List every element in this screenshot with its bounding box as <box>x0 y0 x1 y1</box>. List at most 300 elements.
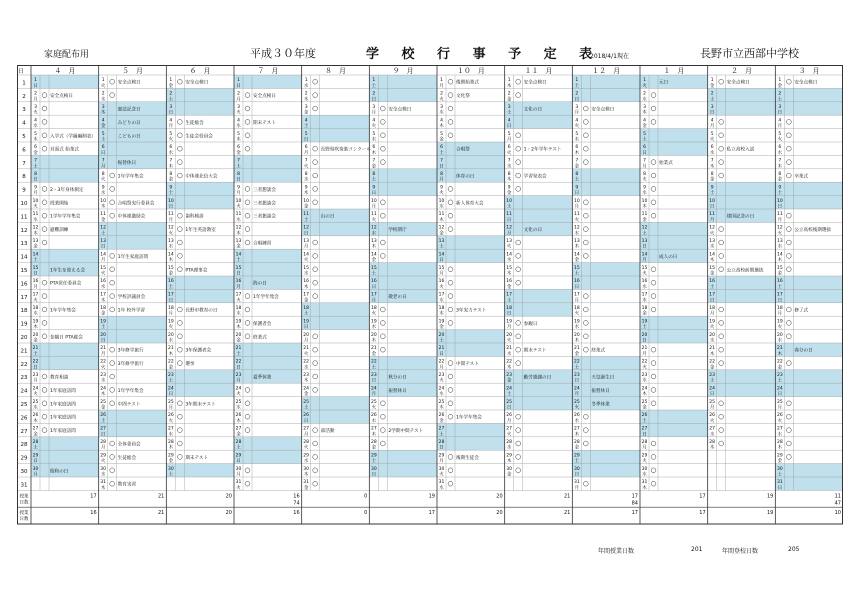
class-day-mark <box>719 321 724 326</box>
class-day-mark <box>42 120 47 125</box>
shaded-cell <box>369 464 437 477</box>
day-number: 4 <box>643 118 646 124</box>
class-day-mark <box>516 146 521 151</box>
day-number: 5 <box>101 131 105 137</box>
shaded-cell <box>234 343 302 356</box>
day-number: 30 <box>100 466 107 472</box>
weekday-char: 水 <box>303 177 309 183</box>
weekday-char: 火 <box>777 231 783 237</box>
weekday-char: 日 <box>439 351 444 357</box>
day-number: 28 <box>167 440 174 445</box>
weekday-char: 日 <box>506 124 512 130</box>
weekday-char: 木 <box>371 432 377 438</box>
class-day-mark <box>177 267 182 272</box>
class-day-mark <box>719 173 724 178</box>
day-number: 5 <box>304 131 308 137</box>
day-number: 4 <box>34 118 37 124</box>
day-number: 15 <box>776 265 783 271</box>
shaded-cell <box>234 75 302 88</box>
shaded-cell <box>505 115 573 128</box>
shaded-cell <box>640 129 708 142</box>
weekday-char: 火 <box>506 244 512 250</box>
day-number: 1 <box>710 78 714 84</box>
event-text: 建国記念の日 <box>726 214 755 220</box>
weekday-char: 火 <box>574 217 580 223</box>
class-day-mark <box>583 227 588 232</box>
weekday-char: 土 <box>371 271 377 277</box>
weekday-char: 土 <box>100 231 106 237</box>
weekday-char: 水 <box>100 97 106 103</box>
class-day-mark <box>651 187 656 192</box>
day-number: 14 <box>167 252 174 258</box>
class-day-mark <box>719 307 724 312</box>
day-number: 28 <box>303 440 310 445</box>
page-footer <box>0 545 859 565</box>
day-number: 18 <box>573 306 580 311</box>
event-text: 体育の日 <box>456 174 475 180</box>
weekday-char: 水 <box>168 150 174 156</box>
day-number: 14 <box>776 252 783 258</box>
class-day-mark <box>110 187 115 192</box>
event-text: 1年生家庭訪問 <box>117 254 149 260</box>
class-day-mark <box>177 133 182 138</box>
day-number: 1 <box>643 78 646 84</box>
month-header: ７ 月 <box>257 67 279 75</box>
weekday-char: 月 <box>439 271 444 277</box>
class-day-mark <box>110 280 115 285</box>
shaded-cell <box>302 410 370 423</box>
weekday-char: 土 <box>506 298 512 304</box>
weekday-char: 月 <box>236 191 241 197</box>
day-number: 9 <box>710 185 714 191</box>
weekday-char: 火 <box>506 432 512 438</box>
weekday-char: 木 <box>100 110 106 116</box>
day-number: 17 <box>438 292 445 298</box>
weekday-char: 木 <box>709 164 715 170</box>
class-day-mark <box>110 361 115 366</box>
weekday-char: 金 <box>777 271 783 277</box>
day-number: 8 <box>643 172 646 177</box>
day-number: 16 <box>641 279 648 285</box>
day-number: 3 <box>643 105 646 110</box>
weekday-char: 水 <box>439 298 444 304</box>
month-header: ２ 月 <box>731 67 752 75</box>
month-total: 19 <box>766 493 774 500</box>
month-total: 16 <box>293 510 300 517</box>
class-day-mark <box>651 267 656 272</box>
day-number: 6 <box>710 145 714 151</box>
row-number: 5 <box>22 134 26 140</box>
class-day-mark <box>313 428 318 433</box>
day-number: 20 <box>235 332 242 338</box>
day-number: 19 <box>235 319 242 325</box>
page-header <box>0 0 859 68</box>
day-number: 11 <box>370 212 377 218</box>
weekday-char: 水 <box>642 378 647 384</box>
month-total: 17 <box>631 510 638 517</box>
day-number: 13 <box>370 239 377 244</box>
day-number: 3 <box>101 105 105 110</box>
shaded-cell <box>640 330 708 343</box>
row-number: 9 <box>22 187 26 194</box>
day-number: 28 <box>235 440 242 445</box>
shaded-cell <box>31 155 99 168</box>
event-text: 1年学年集会 <box>253 295 279 301</box>
day-number: 3 <box>507 105 511 110</box>
day-number: 3 <box>710 105 714 110</box>
day-number: 22 <box>167 359 174 365</box>
day-number: 28 <box>709 440 716 445</box>
day-number: 26 <box>641 413 648 419</box>
day-number: 2 <box>507 91 511 97</box>
weekday-char: 水 <box>574 231 580 237</box>
class-day-mark <box>313 146 318 151</box>
class-day-mark <box>786 307 791 312</box>
day-number: 3 <box>169 105 173 110</box>
weekday-char: 木 <box>303 284 309 290</box>
day-number: 23 <box>303 373 310 378</box>
shaded-cell <box>505 196 573 209</box>
class-day-mark <box>448 93 453 98</box>
day-number: 24 <box>506 386 513 392</box>
class-day-mark <box>177 428 182 433</box>
weekday-char: 火 <box>100 459 106 465</box>
weekday-char: 火 <box>506 338 512 344</box>
weekday-char: 木 <box>709 351 715 357</box>
day-number: 26 <box>370 413 377 419</box>
weekday-char: 月 <box>100 164 106 170</box>
weekday-char: 日 <box>709 110 715 116</box>
class-day-mark <box>380 347 385 352</box>
weekday-char: 日 <box>303 231 309 237</box>
class-day-mark <box>786 79 791 84</box>
month-total: 17 <box>428 510 435 517</box>
month-total: 21 <box>157 510 165 517</box>
class-day-mark <box>380 160 385 165</box>
event-text: 1年家庭訪問 <box>50 429 76 435</box>
event-text: 学校閉庁 <box>388 228 407 234</box>
class-day-mark <box>380 146 385 151</box>
class-day-mark <box>245 106 250 111</box>
class-day-mark <box>110 294 115 299</box>
shaded-cell <box>234 155 302 168</box>
weekday-char: 月 <box>303 338 309 344</box>
class-day-mark <box>583 307 588 312</box>
day-number: 14 <box>100 252 107 258</box>
day-number: 16 <box>167 279 174 285</box>
day-number: 10 <box>573 198 580 204</box>
weekday-char: 木 <box>100 298 106 304</box>
empty-cell <box>708 477 776 490</box>
shaded-cell <box>572 75 640 88</box>
weekday-char: 金 <box>506 191 512 197</box>
month-total: 19 <box>766 510 774 517</box>
class-day-mark <box>786 213 791 218</box>
weekday-char: 日 <box>33 271 38 277</box>
day-number: 21 <box>506 346 513 352</box>
weekday-char: 日 <box>574 97 580 103</box>
weekday-char: 月 <box>236 378 241 384</box>
shaded-cell <box>572 356 640 369</box>
class-day-mark <box>448 213 453 218</box>
class-day-mark <box>177 240 182 245</box>
weekday-char: 金 <box>777 365 783 371</box>
weekday-char: 土 <box>709 97 715 103</box>
weekday-char: 木 <box>574 150 580 156</box>
day-number: 12 <box>235 225 242 231</box>
event-text: 期末テスト <box>185 455 209 461</box>
weekday-char: 水 <box>574 418 580 424</box>
day-number: 1 <box>304 78 308 84</box>
day-number: 28 <box>573 440 580 445</box>
weekday-char: 木 <box>236 231 241 237</box>
class-day-mark <box>380 106 385 111</box>
row-number: 4 <box>22 120 26 127</box>
weekday-char: 日 <box>777 392 783 398</box>
class-day-mark <box>651 388 656 393</box>
day-number: 1 <box>34 78 37 84</box>
weekday-char: 土 <box>574 177 580 183</box>
empty-cell <box>708 450 776 463</box>
class-day-mark <box>313 160 318 165</box>
weekday-char: 日 <box>236 83 241 89</box>
class-day-mark <box>448 294 453 299</box>
weekday-char: 日 <box>371 97 377 103</box>
weekday-char: 金 <box>33 150 38 156</box>
weekday-char: 火 <box>439 472 444 478</box>
row-number: 7 <box>22 160 26 167</box>
day-number: 21 <box>100 346 107 352</box>
day-number: 14 <box>438 252 445 258</box>
day-number: 15 <box>573 265 580 271</box>
day-number: 27 <box>32 426 39 432</box>
class-day-mark <box>516 280 521 285</box>
day-number: 21 <box>303 346 310 352</box>
class-day-mark <box>786 428 791 433</box>
annual-class-days-value: 201 <box>691 546 703 553</box>
day-number: 31 <box>641 480 648 486</box>
day-number: 31 <box>438 480 445 486</box>
shaded-cell <box>708 383 776 396</box>
day-number: 8 <box>778 172 782 177</box>
day-number: 19 <box>709 319 716 325</box>
day-number: 12 <box>32 225 39 231</box>
day-number: 5 <box>507 131 511 137</box>
class-day-mark <box>110 267 115 272</box>
day-number: 7 <box>643 158 646 164</box>
class-day-mark <box>719 133 724 138</box>
class-day-mark <box>110 468 115 473</box>
day-number: 14 <box>32 252 39 258</box>
weekday-char: 木 <box>303 191 309 197</box>
class-day-mark <box>719 120 724 125</box>
shaded-cell <box>99 236 167 249</box>
weekday-char: 金 <box>709 271 715 277</box>
weekday-char: 火 <box>777 325 783 331</box>
weekday-char: 金 <box>439 325 444 331</box>
day-number: 10 <box>776 198 783 204</box>
shaded-cell <box>166 196 234 209</box>
totals-label: 授業 <box>19 511 29 517</box>
class-day-mark <box>245 401 250 406</box>
class-day-mark <box>177 441 182 446</box>
month-total: 20 <box>225 493 232 500</box>
empty-cell <box>505 477 573 490</box>
day-number: 6 <box>575 145 579 151</box>
day-number: 5 <box>372 131 376 137</box>
day-number: 1 <box>778 78 782 84</box>
day-number: 19 <box>641 319 648 325</box>
annual-class-days-label: 年間授業日数 <box>598 548 635 555</box>
day-number: 1 <box>169 78 173 84</box>
class-day-mark <box>177 347 182 352</box>
weekday-char: 金 <box>642 311 647 317</box>
shaded-cell <box>99 222 167 235</box>
day-number: 12 <box>709 225 716 231</box>
shaded-cell <box>572 263 640 276</box>
weekday-char: 土 <box>168 191 174 197</box>
weekday-char: 木 <box>439 311 444 317</box>
class-day-mark <box>42 146 47 151</box>
event-text: 合唱祭 <box>456 147 470 153</box>
class-day-mark <box>516 468 521 473</box>
shaded-cell <box>437 249 505 262</box>
event-text: 元日 <box>659 80 669 86</box>
weekday-char: 月 <box>371 392 377 398</box>
day-number: 17 <box>573 292 580 298</box>
class-day-mark <box>42 240 47 245</box>
weekday-char: 水 <box>506 164 512 170</box>
event-text: 公立高校後期選抜 <box>794 228 832 234</box>
class-day-mark <box>583 321 588 326</box>
shaded-cell <box>775 276 843 289</box>
event-text: 文化の日 <box>523 107 543 113</box>
class-day-mark <box>719 267 724 272</box>
day-number: 24 <box>100 386 107 392</box>
event-text: 対面式 始業式 <box>50 147 80 153</box>
day-number: 21 <box>709 346 716 352</box>
event-text: 終業式 <box>591 348 606 354</box>
day-number: 24 <box>167 386 174 392</box>
weekday-char: 木 <box>439 405 444 411</box>
day-number: 6 <box>507 145 511 151</box>
day-number: 20 <box>167 332 174 338</box>
day-number: 15 <box>32 265 39 271</box>
day-number: 27 <box>303 426 310 432</box>
weekday-char: 土 <box>33 351 38 357</box>
shaded-cell <box>505 289 573 302</box>
weekday-char: 日 <box>371 472 377 478</box>
day-number: 26 <box>438 413 445 419</box>
day-number: 1 <box>101 78 105 84</box>
class-day-mark <box>177 227 182 232</box>
event-text: 1年家庭訪問 <box>50 402 76 408</box>
day-number: 27 <box>776 426 783 432</box>
event-text: 三者懇談会 <box>253 187 276 193</box>
class-day-mark <box>583 441 588 446</box>
weekday-char: 金 <box>371 351 377 357</box>
weekday-char: 木 <box>506 83 512 89</box>
row-number: 16 <box>20 281 28 288</box>
weekday-char: 日 <box>574 284 580 290</box>
event-text: 私立高校入試 <box>726 147 755 153</box>
weekday-char: 火 <box>168 418 174 424</box>
weekday-char: 金 <box>168 177 174 183</box>
weekday-char: 土 <box>506 392 512 398</box>
class-day-mark <box>719 254 724 259</box>
class-day-mark <box>516 321 521 326</box>
class-day-mark <box>177 79 182 84</box>
day-number: 10 <box>709 198 716 204</box>
class-day-mark <box>719 414 724 419</box>
event-text: 振替休日 <box>388 388 407 394</box>
weekday-char: 火 <box>303 258 309 264</box>
day-number: 13 <box>641 239 648 244</box>
month-subtotal: 84 <box>631 500 638 507</box>
day-number: 4 <box>372 118 376 124</box>
day-number: 12 <box>641 225 648 231</box>
day-number: 25 <box>32 399 39 405</box>
class-day-mark <box>110 200 115 205</box>
class-day-mark <box>651 280 656 285</box>
day-number: 2 <box>34 91 37 97</box>
weekday-char: 火 <box>371 217 377 223</box>
class-day-mark <box>719 227 724 232</box>
row-number: 6 <box>22 147 26 154</box>
row-number: 15 <box>20 268 28 274</box>
day-number: 23 <box>641 373 648 378</box>
day-number: 6 <box>304 145 308 151</box>
month-total: 20 <box>496 510 503 517</box>
class-day-mark <box>42 133 47 138</box>
weekday-char: 土 <box>777 191 783 197</box>
weekday-char: 月 <box>33 97 38 103</box>
day-number: 23 <box>573 373 580 378</box>
day-number: 4 <box>169 118 173 124</box>
weekday-char: 月 <box>574 204 580 210</box>
class-day-mark <box>786 254 791 259</box>
day-number: 10 <box>303 198 310 204</box>
row-number: 23 <box>20 375 28 382</box>
weekday-char: 水 <box>33 405 38 411</box>
day-number: 27 <box>438 426 445 432</box>
class-day-mark <box>719 146 724 151</box>
weekday-char: 日 <box>168 392 174 398</box>
row-number: 28 <box>20 442 28 449</box>
weekday-char: 月 <box>574 110 580 116</box>
class-day-mark <box>110 347 115 352</box>
day-number: 30 <box>438 466 445 472</box>
shaded-cell <box>31 343 99 356</box>
class-day-mark <box>448 388 453 393</box>
weekday-char: 土 <box>100 325 106 331</box>
day-number: 7 <box>710 158 714 164</box>
day-number: 4 <box>440 118 443 124</box>
day-number: 31 <box>303 480 310 486</box>
shaded-cell <box>302 397 370 410</box>
class-day-mark <box>516 187 521 192</box>
weekday-char: 日 <box>236 459 241 465</box>
day-number: 11 <box>776 212 783 218</box>
class-day-mark <box>245 481 250 486</box>
day-number: 11 <box>573 212 580 218</box>
class-day-mark <box>786 240 791 245</box>
class-day-mark <box>245 321 250 326</box>
class-day-mark <box>177 361 182 366</box>
day-number: 31 <box>776 480 783 486</box>
class-day-mark <box>313 200 318 205</box>
class-day-mark <box>448 133 453 138</box>
